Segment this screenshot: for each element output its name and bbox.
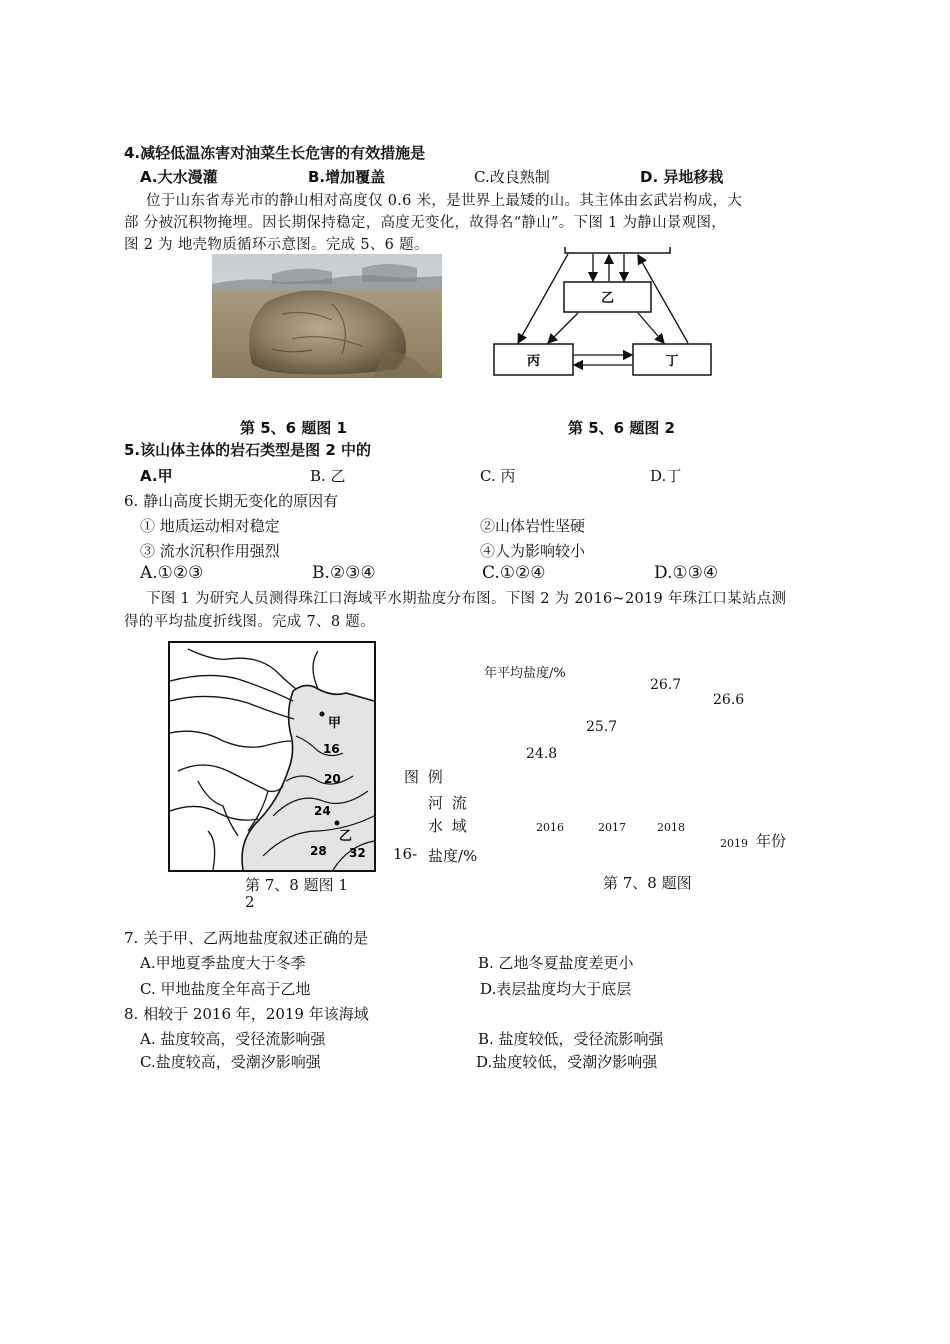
- legend-water: 水 域: [428, 817, 469, 835]
- map-caption: 第 7、8 题图 1: [245, 876, 348, 894]
- figure-56-caption-2: 第 5、6 题图 2: [568, 419, 675, 437]
- chart-x-tick: 2019: [720, 837, 748, 850]
- legend-river: 河 流: [428, 794, 469, 812]
- q6-item-1: ① 地质运动相对稳定: [140, 517, 280, 535]
- legend-title: 图 例: [404, 768, 445, 786]
- point-jia-label: 甲: [328, 716, 342, 731]
- q6-item-4: ④人为影响较小: [480, 542, 586, 560]
- chart-data-label-2018: 26.7: [650, 677, 682, 693]
- q6-option-d: D.①③④: [654, 563, 719, 583]
- q7-option-c: C. 甲地盐度全年高于乙地: [140, 980, 311, 998]
- box-yi-label: 乙: [600, 291, 615, 306]
- passage-78-line2: 得的平均盐度折线图。完成 7、8 题。: [124, 614, 375, 630]
- q6-option-c: C.①②④: [482, 563, 546, 583]
- q6-item-2: ②山体岩性坚硬: [480, 517, 586, 535]
- passage-56-line3: 图 2 为 地壳物质循环示意图。完成 5、6 题。: [124, 237, 429, 253]
- figure-56-caption-1: 第 5、6 题图 1: [240, 419, 347, 437]
- chart-x-tick: 2017: [598, 821, 626, 834]
- jingshan-photo: [212, 254, 442, 378]
- box-bing-label: 丙: [526, 354, 541, 369]
- q4-option-b: B.增加覆盖: [308, 168, 386, 186]
- chart-x-tick: 2018: [657, 821, 685, 834]
- point-yi-label: 乙: [339, 829, 353, 844]
- q5-option-b: B. 乙: [310, 467, 346, 485]
- q4-option-c: C.改良熟制: [474, 168, 550, 186]
- chart-caption: 第 7、8 题图: [603, 874, 692, 892]
- q5-option-d: D.丁: [650, 467, 682, 485]
- q5-option-c: C. 丙: [480, 467, 516, 485]
- chart-data-label-2016: 24.8: [526, 746, 558, 762]
- q8-option-d: D.盐度较低，受潮汐影响强: [476, 1053, 658, 1071]
- q7-option-b: B. 乙地冬夏盐度差更小: [478, 954, 634, 972]
- q8-option-c: C.盐度较高，受潮汐影响强: [140, 1053, 321, 1071]
- chart-data-label-2017: 25.7: [586, 719, 618, 735]
- legend-salinity-prefix: 16-: [393, 845, 418, 863]
- q4-option-d: D. 异地移栽: [640, 168, 724, 186]
- isoline-label: 28: [310, 844, 327, 858]
- q6-option-a: A.①②③: [140, 563, 204, 583]
- legend-salinity: 盐度/%: [428, 847, 478, 865]
- q6-option-b: B.②③④: [312, 563, 376, 583]
- q7-option-d: D.表层盐度均大于底层: [480, 980, 632, 998]
- point-jia-marker: [320, 712, 325, 717]
- q5-option-a: A.甲: [140, 467, 173, 485]
- box-ding-label: 丁: [665, 354, 679, 369]
- isoline-label: 20: [324, 772, 341, 786]
- isoline-label: 16: [323, 742, 340, 756]
- q8-stem: 8. 相较于 2016 年，2019 年该海域: [124, 1005, 369, 1023]
- q8-option-a: A. 盐度较高，受径流影响强: [140, 1030, 326, 1048]
- isoline-label: 32: [349, 846, 366, 860]
- estuary-salinity-map: [168, 641, 376, 873]
- q5-stem: 5.该山体主体的岩石类型是图 2 中的: [124, 441, 372, 459]
- q4-option-a: A.大水漫灌: [140, 168, 218, 186]
- chart-xlabel: 年份: [756, 832, 787, 850]
- q6-item-3: ③ 流水沉积作用强烈: [140, 542, 280, 560]
- q7-stem: 7. 关于甲、乙两地盐度叙述正确的是: [124, 929, 369, 947]
- chart-ylabel: 年平均盐度/%: [484, 666, 566, 681]
- chart-x-tick: 2016: [536, 821, 564, 834]
- q7-option-a: A.甲地夏季盐度大于冬季: [140, 954, 306, 972]
- isoline-label: 24: [314, 804, 331, 818]
- point-yi-marker: [335, 821, 340, 826]
- q8-option-b: B. 盐度较低，受径流影响强: [478, 1030, 664, 1048]
- passage-78-line1: 下图 1 为研究人员测得珠江口海域平水期盐度分布图。下图 2 为 2016~2019 年珠江口某站点测: [146, 591, 787, 607]
- passage-56-line1: 位于山东省寿光市的静山相对高度仅 0.6 米，是世界上最矮的山。其主体由玄武岩构成，大: [146, 193, 743, 209]
- passage-56-line2: 部 分被沉积物掩埋。因长期保持稳定，高度无变化，故得名“静山”。下图 1 为静山景观图，: [124, 215, 727, 231]
- q4-stem: 4.减轻低温冻害对油菜生长危害的有效措施是: [124, 144, 426, 162]
- rock-cycle-diagram: [488, 243, 718, 383]
- chart-data-label-2019: 26.6: [713, 692, 745, 708]
- q6-stem: 6. 静山高度长期无变化的原因有: [124, 492, 339, 510]
- map-caption-extra: 2: [245, 893, 255, 911]
